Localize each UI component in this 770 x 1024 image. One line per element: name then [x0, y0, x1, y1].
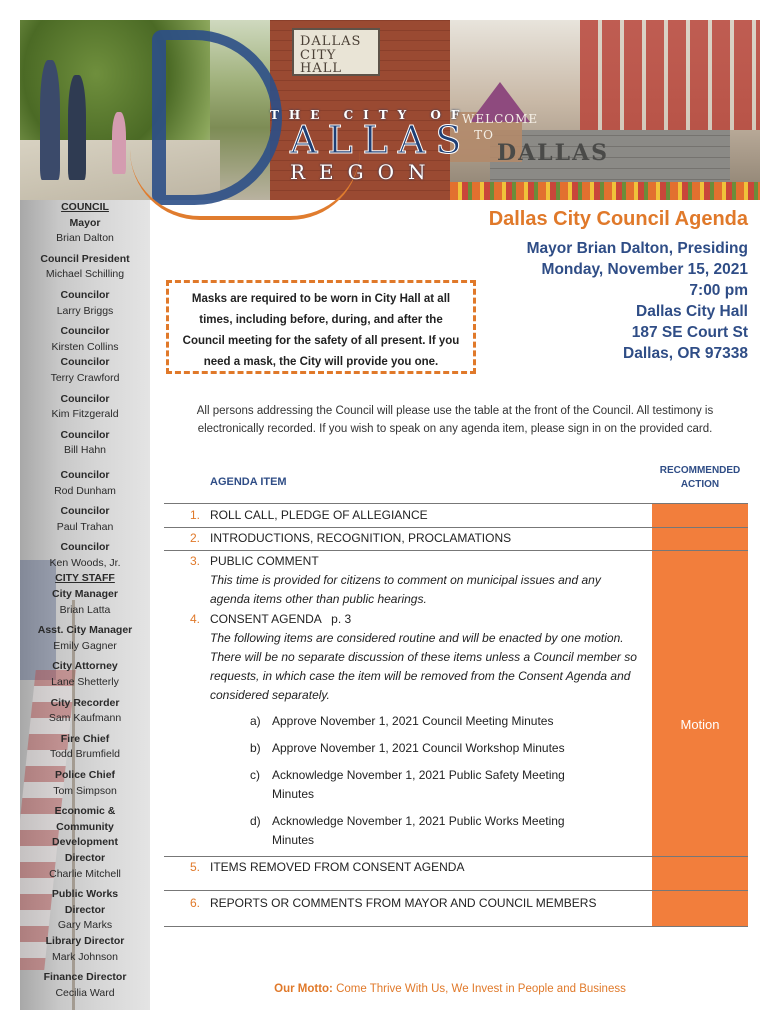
agenda-item-label: PUBLIC COMMENT	[210, 554, 319, 568]
person-figure	[68, 75, 86, 180]
agenda-item-column-header: AGENDA ITEM	[210, 476, 287, 488]
recommended-action-column-header: RECOMMENDED ACTION	[659, 465, 741, 490]
agenda-item-label: ROLL CALL, PLEDGE OF ALLEGIANCE	[210, 508, 428, 522]
agenda-item-description: The following items are considered routine and will be enacted by one motion. There will be no separate discussion of these items unless a Council member so requests, in which case the item will be removed from the Consent Agenda and considered separately.	[210, 631, 637, 702]
logo-allas: ALLAS	[290, 118, 472, 162]
staff-title: Asst. City Manager	[37, 624, 133, 637]
official-name: Michael Schilling	[45, 268, 125, 281]
official-name: Brian Dalton	[56, 232, 114, 245]
agenda-item-label: INTRODUCTIONS, RECOGNITION, PROCLAMATIONS	[210, 531, 512, 545]
meeting-info	[470, 238, 748, 364]
agenda-item-number: 3.	[189, 554, 200, 568]
agenda-item-label: CONSENT AGENDA p. 3	[210, 612, 352, 626]
official-title: Councilor	[60, 541, 110, 554]
table-divider	[164, 926, 748, 927]
agenda-title: Dallas City Council Agenda	[488, 208, 748, 230]
monument-text: DALLAS	[497, 140, 610, 166]
official-name: Larry Briggs	[56, 304, 114, 317]
staff-name: Mark Johnson	[52, 950, 118, 963]
official-name: Ken Woods, Jr.	[49, 556, 121, 569]
council-heading: COUNCIL	[61, 201, 109, 213]
staff-title: Library Director	[45, 934, 125, 947]
official-title: Councilor	[60, 392, 110, 405]
agenda-item-number: 5.	[189, 860, 200, 874]
sub-item-letter: d)	[250, 814, 261, 828]
table-divider	[164, 503, 748, 504]
staff-name: Charlie Mitchell	[49, 867, 121, 880]
motto-label: Our Motto:	[274, 983, 333, 995]
staff-title: City Manager	[52, 588, 118, 601]
meeting-location: Dallas City Hall	[636, 303, 748, 320]
sub-item-letter: c)	[250, 768, 260, 782]
staff-name: Gary Marks	[57, 919, 113, 932]
motion-label: Motion	[680, 717, 720, 732]
staff-title: Economic & Community Development Director	[52, 805, 118, 864]
flower-bed	[450, 182, 760, 200]
staff-title: City Recorder	[50, 696, 120, 709]
logo-regon: REGON	[290, 160, 440, 184]
officials-list	[20, 200, 150, 1001]
sub-item-text: Acknowledge November 1, 2021 Public Works Meeting	[272, 814, 565, 828]
agenda-item-number: 2.	[189, 531, 200, 545]
staff-name: Lane Shetterly	[51, 676, 119, 689]
city-motto	[200, 983, 700, 995]
official-title: Councilor	[60, 505, 110, 518]
table-divider	[164, 527, 748, 528]
person-figure	[40, 60, 60, 180]
official-name: Rod Dunham	[54, 484, 116, 497]
staff-name: Tom Simpson	[53, 784, 117, 797]
staff-title: Police Chief	[54, 769, 116, 781]
testimony-notice: All persons addressing the Council will please use the table at the front of the Council. All testimony is electronically recorded. If you wish to speak on any agenda item, please sign in on the provided card.	[196, 405, 714, 435]
recommended-action-column	[652, 504, 748, 926]
sub-item-continuation: Minutes	[272, 833, 315, 847]
official-title: Councilor	[60, 288, 110, 301]
official-title: Mayor	[69, 216, 101, 229]
staff-name: Brian Latta	[59, 603, 111, 616]
official-name: Paul Trahan	[56, 520, 114, 533]
agenda-item-description: This time is provided for citizens to comment on municipal issues and any agenda items other than public hearings.	[210, 573, 601, 606]
welcome-sign-text: WELCOME TO	[462, 112, 539, 142]
staff-title: Public Works Director	[51, 888, 119, 916]
official-title: Councilor	[60, 468, 110, 481]
official-name: Terry Crawford	[50, 371, 120, 384]
agenda-item-number: 6.	[189, 896, 200, 910]
staff-title: City Attorney	[52, 660, 118, 673]
logo-the-city-of: THE CITY OF	[270, 108, 470, 122]
sub-item-text: Acknowledge November 1, 2021 Public Safety Meeting	[272, 768, 565, 782]
consent-sub-item	[250, 812, 630, 850]
consent-sub-item	[250, 712, 630, 731]
sub-item-letter: a)	[250, 714, 261, 728]
meeting-address: 187 SE Court St	[631, 324, 748, 341]
agenda-item-number: 1.	[189, 508, 200, 522]
table-divider	[164, 550, 748, 551]
table-divider	[164, 890, 748, 891]
agenda-item-label: ITEMS REMOVED FROM CONSENT AGENDA	[210, 860, 465, 874]
staff-title: Fire Chief	[60, 732, 110, 745]
official-name: Bill Hahn	[63, 444, 107, 457]
sub-item-text: Approve November 1, 2021 Council Workshop Minutes	[272, 741, 565, 755]
staff-name: Emily Gagner	[53, 639, 117, 652]
official-name: Kirsten Collins	[51, 340, 119, 353]
presiding-line: Mayor Brian Dalton, Presiding	[526, 240, 748, 257]
agenda-item-number: 4.	[189, 612, 200, 626]
consent-sub-item	[250, 766, 630, 804]
staff-name: Cecilia Ward	[55, 986, 115, 999]
official-title: Councilor	[60, 325, 110, 338]
staff-name: Todd Brumfield	[49, 748, 121, 761]
staff-title: Finance Director	[43, 971, 127, 984]
person-figure	[112, 112, 126, 174]
table-divider	[164, 856, 748, 857]
downtown-building	[580, 20, 760, 130]
official-title: Council President	[40, 252, 130, 265]
officials-sidebar	[20, 200, 150, 1010]
sub-item-letter: b)	[250, 741, 261, 755]
sub-item-text: Approve November 1, 2021 Council Meeting Minutes	[272, 714, 554, 728]
meeting-city: Dallas, OR 97338	[623, 345, 748, 362]
official-title: Councilor	[60, 356, 110, 369]
agenda-item-label: REPORTS OR COMMENTS FROM MAYOR AND COUNCIL MEMBERS	[210, 896, 597, 910]
meeting-time: 7:00 pm	[689, 282, 748, 299]
city-staff-heading: CITY STAFF	[55, 572, 115, 585]
consent-sub-item	[250, 739, 630, 758]
sub-item-continuation: Minutes	[272, 787, 315, 801]
mask-notice-box	[166, 280, 476, 374]
mask-notice-text: Masks are required to be worn in City Hall at all times, including before, during, and after the Council meeting for the safety of all present. If you need a mask, the City will provide you one.	[182, 293, 460, 368]
official-name: Kim Fitzgerald	[51, 408, 119, 421]
official-title: Councilor	[60, 428, 110, 441]
meeting-date: Monday, November 15, 2021	[541, 261, 748, 278]
city-hall-sign: DALLAS CITY HALL	[292, 28, 380, 76]
staff-name: Sam Kaufmann	[48, 712, 122, 725]
motto-text: Come Thrive With Us, We Invest in People and Business	[336, 983, 626, 995]
